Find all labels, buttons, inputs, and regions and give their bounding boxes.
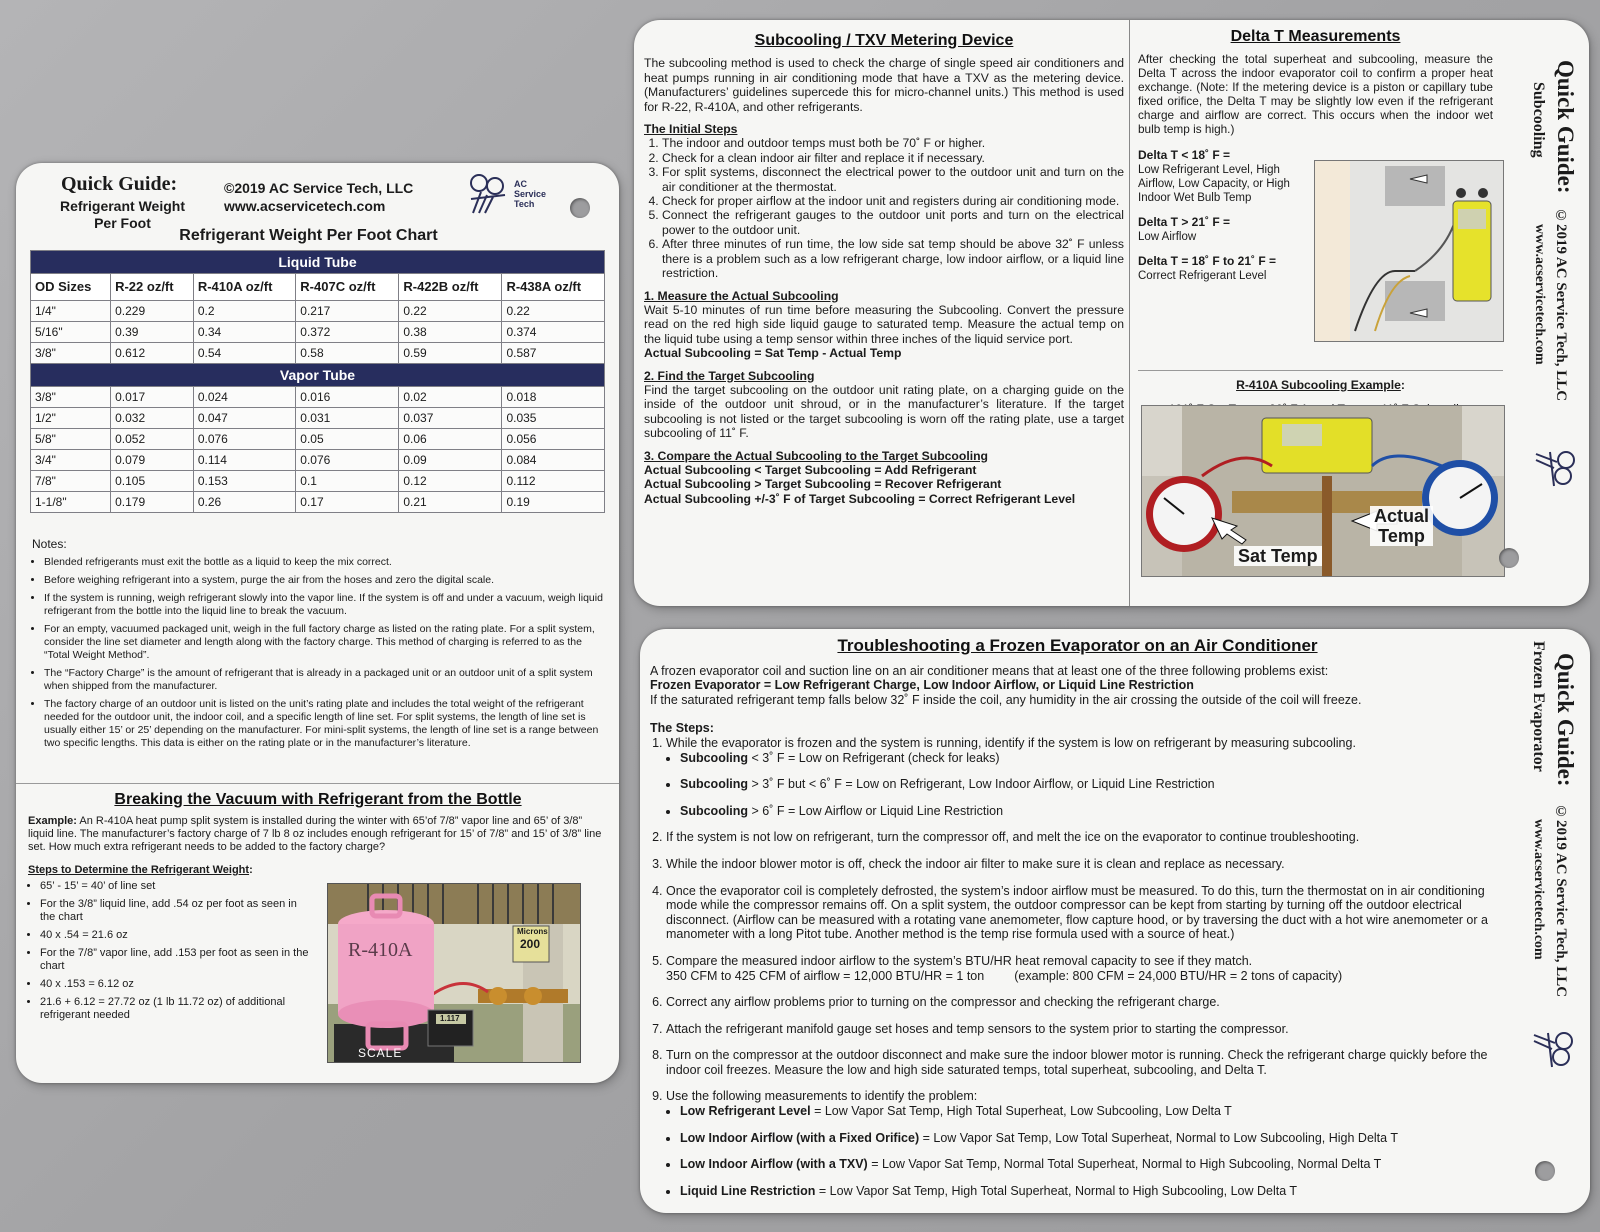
table-row xyxy=(31,492,605,513)
table-cell: 0.035 xyxy=(502,408,605,429)
table-cell: 0.032 xyxy=(111,408,194,429)
table-row xyxy=(31,387,605,408)
table-cell: 1/4" xyxy=(31,301,111,322)
divider xyxy=(16,783,619,784)
gauges-logo-icon xyxy=(1530,448,1576,528)
step-item: • 65’ - 15’ = 40’ of line set xyxy=(40,880,313,893)
table-cell: 0.153 xyxy=(193,471,295,492)
table-cell: 0.018 xyxy=(502,387,605,408)
steps-title: The Steps: xyxy=(650,721,714,736)
note-item: • For an empty, vacuumed packaged unit, weigh in the full factory charge as listed on the rating plate. For a split system, consider the line set diameter and length along with the factory charge. This method of charging is referred to as the “Total Weight Method”. xyxy=(44,623,609,662)
table-cell: 0.38 xyxy=(399,322,502,343)
frozen-evaporator-card xyxy=(640,629,1590,1213)
chart-title: Refrigerant Weight Per Foot Chart xyxy=(179,227,438,244)
step-title: 3. Compare the Actual Subcooling to the Target Subcooling xyxy=(644,448,988,463)
bullet-term: Subcooling xyxy=(680,777,749,792)
table-cell: 0.22 xyxy=(502,301,605,322)
table-cell: 0.612 xyxy=(111,343,194,364)
card-hole xyxy=(570,198,590,218)
table-band-row xyxy=(31,364,605,387)
table-cell: 0.05 xyxy=(296,429,399,450)
step-text: Correct any airflow problems prior to turning on the compressor and checking the refrigerant charge. xyxy=(666,995,1220,1010)
example-text: An R-410A heat pump split system is installed during the winter with 65’of 7/8” vapor line and 65’ of 3/8” liquid line. The manufacturer’s factory charge of 7 lb 8 oz includes enough refrigerant for 15’ of 7/8” and 15’ of 3/8” line set. How much extra refrigerant needs to be added to the factory charge? xyxy=(28,815,602,853)
bullet-text: = Low Vapor Sat Temp, Normal Total Superheat, Normal to High Subcooling, Normal Delta T xyxy=(867,1157,1382,1172)
table-cell: 0.54 xyxy=(193,343,295,364)
table-cell: 0.58 xyxy=(296,343,399,364)
table-cell: 0.06 xyxy=(399,429,502,450)
notes-list xyxy=(32,556,609,750)
initial-step-item: 1. The indoor and outdoor temps must both be 70˚ F or higher. xyxy=(662,136,1124,150)
intro-equation: Frozen Evaporator = Low Refrigerant Charge, Low Indoor Airflow, or Liquid Line Restriction xyxy=(650,678,1194,693)
step-text: Turn on the compressor at the outdoor disconnect and make sure the indoor blower motor is running. Check the refrigerant charge quickly before the indoor coil freezes. Measure the low and high side saturated temps, total superheat, subcooling, and Delta T. xyxy=(666,1048,1488,1077)
table-cell: 0.34 xyxy=(193,322,295,343)
initial-step-item: 4. Check for proper airflow at the indoor unit and registers during air conditioning mode. xyxy=(662,194,1124,208)
formula: Actual Subcooling = Sat Temp - Actual Temp xyxy=(644,346,902,361)
step-item xyxy=(666,830,1505,845)
table-cell: 0.031 xyxy=(296,408,399,429)
step-item: • 40 x .54 = 21.6 oz xyxy=(40,929,313,942)
tank-label: R-410A xyxy=(348,939,413,961)
note-item: • The “Factory Charge” is the amount of refrigerant that is already in a packaged unit or an outdoor unit of a split system when shipped from the manufacturer. xyxy=(44,667,609,693)
brand-line: Tech xyxy=(514,199,535,209)
delta-correct xyxy=(1138,254,1313,283)
steps-title xyxy=(28,864,313,877)
airflow-rule: 350 CFM to 425 CFM of airflow = 12,000 BTU/HR = 1 ton xyxy=(666,968,985,983)
table-row xyxy=(31,471,605,492)
step-item: • 40 x .153 = 6.12 oz xyxy=(40,978,313,991)
delta-text: Low Airflow xyxy=(1138,231,1197,244)
table-header-row xyxy=(31,274,605,301)
table-cell: 0.229 xyxy=(111,301,194,322)
table-band-label: Liquid Tube xyxy=(31,251,605,274)
table-cell: 0.052 xyxy=(111,429,194,450)
example-paragraph xyxy=(28,815,608,854)
bullet-term: Liquid Line Restriction xyxy=(680,1183,816,1198)
table-row xyxy=(31,450,605,471)
table-cell: 3/4" xyxy=(31,450,111,471)
column-divider xyxy=(1129,20,1130,606)
card-hole xyxy=(1499,548,1519,568)
table-cell: 0.016 xyxy=(296,387,399,408)
bullet-term: Low Indoor Airflow (with a Fixed Orifice) xyxy=(680,1130,920,1145)
table-row xyxy=(31,343,605,364)
section-title: Breaking the Vacuum with Refrigerant from the Bottle xyxy=(114,791,522,808)
bullet-item xyxy=(680,1104,1505,1119)
scale-photo-illustration xyxy=(328,884,580,1062)
table-cell: 1-1/8" xyxy=(31,492,111,513)
table-cell: 0.17 xyxy=(296,492,399,513)
step-text: Compare the measured indoor airflow to the system’s BTU/HR heat removal capacity to see if they match. xyxy=(666,953,1253,968)
intro-line: A frozen evaporator coil and suction line on an air conditioner means that at least one of the three following problems exist: xyxy=(650,663,1329,678)
bullet-item xyxy=(680,1157,1505,1172)
example-title-text: R-410A Subcooling Example xyxy=(1236,378,1401,392)
gauges-logo-icon xyxy=(1528,1029,1574,1109)
brand-line: AC xyxy=(514,179,527,189)
vertical-subtitle: Subcooling xyxy=(1530,82,1547,158)
actual-label-line: Temp xyxy=(1378,526,1425,546)
intro-paragraph: The subcooling method is used to check the charge of single speed air conditioners and heat pumps running in air conditioning mode that have a TXV as the metering device. (Manufacturers’ guidelines supercede this for micro-channel units.) This method is used for R-22, R-410A, and other refrigerants. xyxy=(644,56,1124,114)
step-item xyxy=(666,1089,1505,1198)
vertical-copyright: ©2019 AC Service Tech, LLC xyxy=(1553,804,1569,998)
table-cell: 0.21 xyxy=(399,492,502,513)
step-text: While the evaporator is frozen and the system is running, identify if the system is low on refrigerant by measuring subcooling. xyxy=(666,735,1356,750)
table-cell: 0.12 xyxy=(399,471,502,492)
table-band-label: Vapor Tube xyxy=(31,364,605,387)
gauges-photo xyxy=(1141,405,1505,577)
vertical-website: www.acservicetech.com xyxy=(1531,819,1546,960)
step-find-target xyxy=(644,369,1124,441)
copyright: ©2019 AC Service Tech, LLC xyxy=(224,180,414,196)
frozen-evaporator-content xyxy=(650,629,1505,1210)
divider xyxy=(1138,370,1503,371)
step-item xyxy=(666,736,1505,818)
example-title xyxy=(1138,378,1503,392)
compare-line: Actual Subcooling < Target Subcooling = Add Refrigerant xyxy=(644,462,977,477)
vertical-title: Quick Guide: xyxy=(1553,60,1578,194)
actual-temp-label xyxy=(1370,506,1433,546)
bullet-item xyxy=(680,1184,1505,1199)
steps-list xyxy=(28,880,313,1022)
step-item: • For the 3/8” liquid line, add .54 oz per foot as seen in the chart xyxy=(40,898,313,924)
refrigerant-weight-table xyxy=(30,250,605,513)
table-cell: 0.217 xyxy=(296,301,399,322)
step-text: Wait 5-10 minutes of run time before measuring the Subcooling. Convert the pressure read on the red high side liquid gauge to saturated temp. Measure the actual temp on the liquid tube using a temp sensor within three inches of the liquid service port. xyxy=(644,302,1124,346)
brand-logo-vertical xyxy=(1528,1029,1574,1109)
table-cell: 0.179 xyxy=(111,492,194,513)
table-cell: 0.076 xyxy=(296,450,399,471)
bullet-text: < 3˚ F = Low on Refrigerant (check for leaks) xyxy=(748,750,1000,765)
table-cell: 0.047 xyxy=(193,408,295,429)
note-item: • Blended refrigerants must exit the bottle as a liquid to keep the mix correct. xyxy=(44,556,609,569)
initial-steps xyxy=(644,122,1124,280)
step-text: Use the following measurements to identify the problem: xyxy=(666,1089,978,1104)
section-title: Subcooling / TXV Metering Device xyxy=(754,32,1014,49)
vertical-subtitle: Frozen Evaporator xyxy=(1530,641,1547,772)
microns-value: 200 xyxy=(520,937,541,951)
table-band-row xyxy=(31,251,605,274)
table-cell: 0.079 xyxy=(111,450,194,471)
table-cell: 0.024 xyxy=(193,387,295,408)
step-text: While the indoor blower motor is off, check the indoor air filter to make sure it is clean and replace as necessary. xyxy=(666,856,1285,871)
delta-low xyxy=(1138,148,1313,205)
subcooling-column xyxy=(644,34,1124,506)
subtitle-line: Refrigerant Weight xyxy=(60,198,185,214)
subtitle-line: Per Foot xyxy=(94,215,151,231)
table-cell: 0.076 xyxy=(193,429,295,450)
bullet-text: = Low Vapor Sat Temp, High Total Superheat, Normal to High Subcooling, Low Delta T xyxy=(815,1183,1298,1198)
bullet-term: Low Indoor Airflow (with a TXV) xyxy=(680,1157,868,1172)
section-title: Troubleshooting a Frozen Evaporator on an Air Conditioner xyxy=(837,636,1318,655)
table-cell: 3/8" xyxy=(31,387,111,408)
bullet-item xyxy=(680,804,1505,819)
bullet-item xyxy=(680,1131,1505,1146)
refrigerant-weight-card xyxy=(16,163,619,1083)
step-item xyxy=(666,857,1505,872)
table-row xyxy=(31,429,605,450)
delta-high xyxy=(1138,215,1313,244)
table-cell: 5/8" xyxy=(31,429,111,450)
initial-steps-list xyxy=(644,136,1124,280)
table-cell: 0.59 xyxy=(399,343,502,364)
table-cell: 5/16" xyxy=(31,322,111,343)
delta-intro: After checking the total superheat and subcooling, measure the Delta T across the indoor evaporator coil to confirm a proper heat exchange. (Note: If the metering device is a piston or capillary tube fixed orifice, the Delta T may be slightly low even if the refrigerant charge and airflow are correct. This occurs when the indoor wet bulb temp is high.) xyxy=(1138,52,1493,137)
scale-reading: 1.117 xyxy=(440,1014,460,1023)
initial-steps-title: The Initial Steps xyxy=(644,122,738,137)
example-label: Example: xyxy=(28,815,77,827)
website: www.acservicetech.com xyxy=(224,198,386,214)
delta-text: Correct Refrigerant Level xyxy=(1138,270,1267,283)
sat-temp-label: Sat Temp xyxy=(1234,546,1322,566)
evaporator-thermometer-photo xyxy=(1314,160,1504,342)
initial-step-item: 6. After three minutes of run time, the low side sat temp should be above 32˚ F unless there is a problem such as a low refrigerant charge, low indoor airflow, or a liquid line restriction. xyxy=(662,237,1124,280)
compare-lines xyxy=(644,463,1124,506)
column-header: OD Sizes xyxy=(31,274,111,301)
table-row xyxy=(31,408,605,429)
note-item: • Before weighing refrigerant into a system, purge the air from the hoses and zero the digital scale. xyxy=(44,574,609,587)
table-row xyxy=(31,322,605,343)
delta-head: Delta T < 18˚ F = xyxy=(1138,148,1231,163)
table-cell: 0.372 xyxy=(296,322,399,343)
delta-head: Delta T = 18˚ F to 21˚ F = xyxy=(1138,254,1277,269)
column-header: R-407C oz/ft xyxy=(296,274,399,301)
airflow-example: (example: 800 CFM = 24,000 BTU/HR = 2 tons of capacity) xyxy=(1014,968,1343,983)
table-cell: 0.056 xyxy=(502,429,605,450)
step-measure-actual xyxy=(644,289,1124,361)
gauges-logo-icon xyxy=(467,173,511,215)
evaporator-illustration xyxy=(1315,161,1503,341)
step-item xyxy=(666,995,1505,1010)
table-cell: 0.26 xyxy=(193,492,295,513)
card-title: Quick Guide: xyxy=(61,173,178,195)
table-cell: 0.02 xyxy=(399,387,502,408)
table-cell: 0.39 xyxy=(111,322,194,343)
table-cell: 0.587 xyxy=(502,343,605,364)
brand-text xyxy=(514,179,546,209)
column-header: R-410A oz/ft xyxy=(193,274,295,301)
table-cell: 0.374 xyxy=(502,322,605,343)
bullet-text: > 6˚ F = Low Airflow or Liquid Line Restriction xyxy=(748,803,1004,818)
table-cell: 0.105 xyxy=(111,471,194,492)
bullet-term: Subcooling xyxy=(680,803,749,818)
compare-line: Actual Subcooling > Target Subcooling = Recover Refrigerant xyxy=(644,477,1002,492)
bullet-item xyxy=(680,777,1505,792)
vertical-title: Quick Guide: xyxy=(1553,653,1578,787)
table-cell: 0.017 xyxy=(111,387,194,408)
step-text: Find the target subcooling on the outdoor unit rating plate, on a charging guide on the inside of the outdoor unit shroud, or in the manufacturer’s literature. If the target subcooling is not listed or the target subcooling is worn off the rating plate, use a target subcooling of 11˚ F. xyxy=(644,382,1124,441)
step-item xyxy=(666,1022,1505,1037)
table-cell: 0.112 xyxy=(502,471,605,492)
intro-line: If the saturated refrigerant temp falls below 32˚ F inside the coil, any humidity in the air crossing the outside of the coil will freeze. xyxy=(650,692,1362,707)
section-title: Delta T Measurements xyxy=(1230,28,1401,45)
bullet-term: Low Refrigerant Level xyxy=(680,1104,811,1119)
step-text: Once the evaporator coil is completely defrosted, the system’s indoor airflow must be measured. To do this, turn the thermostat on in air conditioning mode while the compressor remains off. On a split system, the outdoor compressor can be kept from starting by turning off the outdoor electrical disconnect. (Airflow can be measured with a rotating vane anemometer, flow capture hood, or by traversing the duct with a hot wire anemometer or a manometer with a long Pitot tube. Another method is the temp rise formula used with a source of heat.) xyxy=(666,883,1488,942)
step-title: 2. Find the Target Subcooling xyxy=(644,368,815,383)
example-colon: : xyxy=(1400,378,1405,392)
initial-step-item: 5. Connect the refrigerant gauges to the outdoor unit ports and turn on the electrical power to the outdoor unit. xyxy=(662,208,1124,237)
bullet-text: > 3˚ F but < 6˚ F = Low on Refrigerant, Low Indoor Airflow, or Liquid Line Restriction xyxy=(748,777,1215,792)
bullet-term: Subcooling xyxy=(680,750,749,765)
step-text: If the system is not low on refrigerant, turn the compressor off, and melt the ice on the evaporator to continue troubleshooting. xyxy=(666,830,1360,845)
brand-line: Service xyxy=(514,189,547,199)
table-cell: 0.1 xyxy=(296,471,399,492)
vertical-website: www.acservicetech.com xyxy=(1532,224,1547,365)
table-row xyxy=(31,301,605,322)
delta-head: Delta T > 21˚ F = xyxy=(1138,215,1231,230)
compare-line: Actual Subcooling +/-3˚ F of Target Subcooling = Correct Refrigerant Level xyxy=(644,491,1076,506)
step-text: Attach the refrigerant manifold gauge set hoses and temp sensors to the system prior to starting the compressor. xyxy=(666,1021,1289,1036)
brand-logo-vertical xyxy=(1530,448,1576,528)
table-cell: 0.22 xyxy=(399,301,502,322)
note-item: • If the system is running, weigh refrigerant slowly into the vapor line. If the system is off and under a vacuum, weigh liquid refrigerant from the bottle into the liquid line to break the vacuum. xyxy=(44,592,609,618)
brand-logo xyxy=(467,173,546,215)
steps-colon: : xyxy=(249,864,253,876)
bullet-item xyxy=(680,751,1505,766)
table-cell: 1/2" xyxy=(31,408,111,429)
subcooling-card xyxy=(634,20,1589,606)
refrigerant-scale-photo xyxy=(327,883,581,1063)
table-cell: 0.037 xyxy=(399,408,502,429)
table-cell: 0.2 xyxy=(193,301,295,322)
microns-label: Microns xyxy=(517,927,548,936)
table-cell: 0.114 xyxy=(193,450,295,471)
column-header: R-22 oz/ft xyxy=(111,274,194,301)
step-item xyxy=(666,1048,1505,1077)
column-header: R-422B oz/ft xyxy=(399,274,502,301)
actual-label-line: Actual xyxy=(1374,506,1430,526)
bullet-text: = Low Vapor Sat Temp, Low Total Superheat, Normal to Low Subcooling, High Delta T xyxy=(919,1130,1398,1145)
step-item xyxy=(666,954,1505,983)
steps-title-text: Steps to Determine the Refrigerant Weight xyxy=(28,864,250,876)
initial-step-item: 2. Check for a clean indoor air filter and replace it if necessary. xyxy=(662,151,1124,165)
step-item: • For the 7/8” vapor line, add .153 per foot as seen in the chart xyxy=(40,947,313,973)
delta-text: Low Refrigerant Level, High Airflow, Low Capacity, or High Indoor Wet Bulb Temp xyxy=(1138,164,1290,205)
column-header: R-438A oz/ft xyxy=(502,274,605,301)
bullet-text: = Low Vapor Sat Temp, High Total Superheat, Low Subcooling, Low Delta T xyxy=(810,1104,1232,1119)
step-item: • 21.6 + 6.12 = 27.72 oz (1 lb 11.72 oz) of additional refrigerant needed xyxy=(40,996,313,1022)
initial-step-item: 3. For split systems, disconnect the electrical power to the outdoor unit and turn on the air conditioner at the thermostat. xyxy=(662,165,1124,194)
step-bullets xyxy=(666,751,1505,819)
scale-label: SCALE xyxy=(358,1046,403,1060)
notes-section xyxy=(32,538,609,755)
notes-heading: Notes: xyxy=(32,537,67,551)
steps-list xyxy=(650,736,1505,1198)
table-cell: 0.09 xyxy=(399,450,502,471)
table-cell: 0.19 xyxy=(502,492,605,513)
steps-block xyxy=(28,864,313,1022)
step-item xyxy=(666,884,1505,942)
step-title: 1. Measure the Actual Subcooling xyxy=(644,288,839,303)
table-cell: 7/8" xyxy=(31,471,111,492)
step-bullets xyxy=(666,1104,1505,1198)
vertical-copyright: ©2019 AC Service Tech, LLC xyxy=(1553,208,1569,402)
note-item: • The factory charge of an outdoor unit is listed on the unit’s rating plate and includes the total weight of the refrigerant needed for the outdoor unit, the indoor coil, and a specific length of line set. For split systems, the length of line set is usually either 15’ or 25’ depending on the manufacturer. For mini-split systems, the length of line set is a range between two specific lengths. This data is either on the rating plate or in the manufacturer’s literature. xyxy=(44,698,609,750)
table-cell: 3/8" xyxy=(31,343,111,364)
table-cell: 0.084 xyxy=(502,450,605,471)
step-compare xyxy=(644,449,1124,507)
gauges-illustration xyxy=(1142,406,1504,576)
card-hole xyxy=(1535,1161,1555,1181)
